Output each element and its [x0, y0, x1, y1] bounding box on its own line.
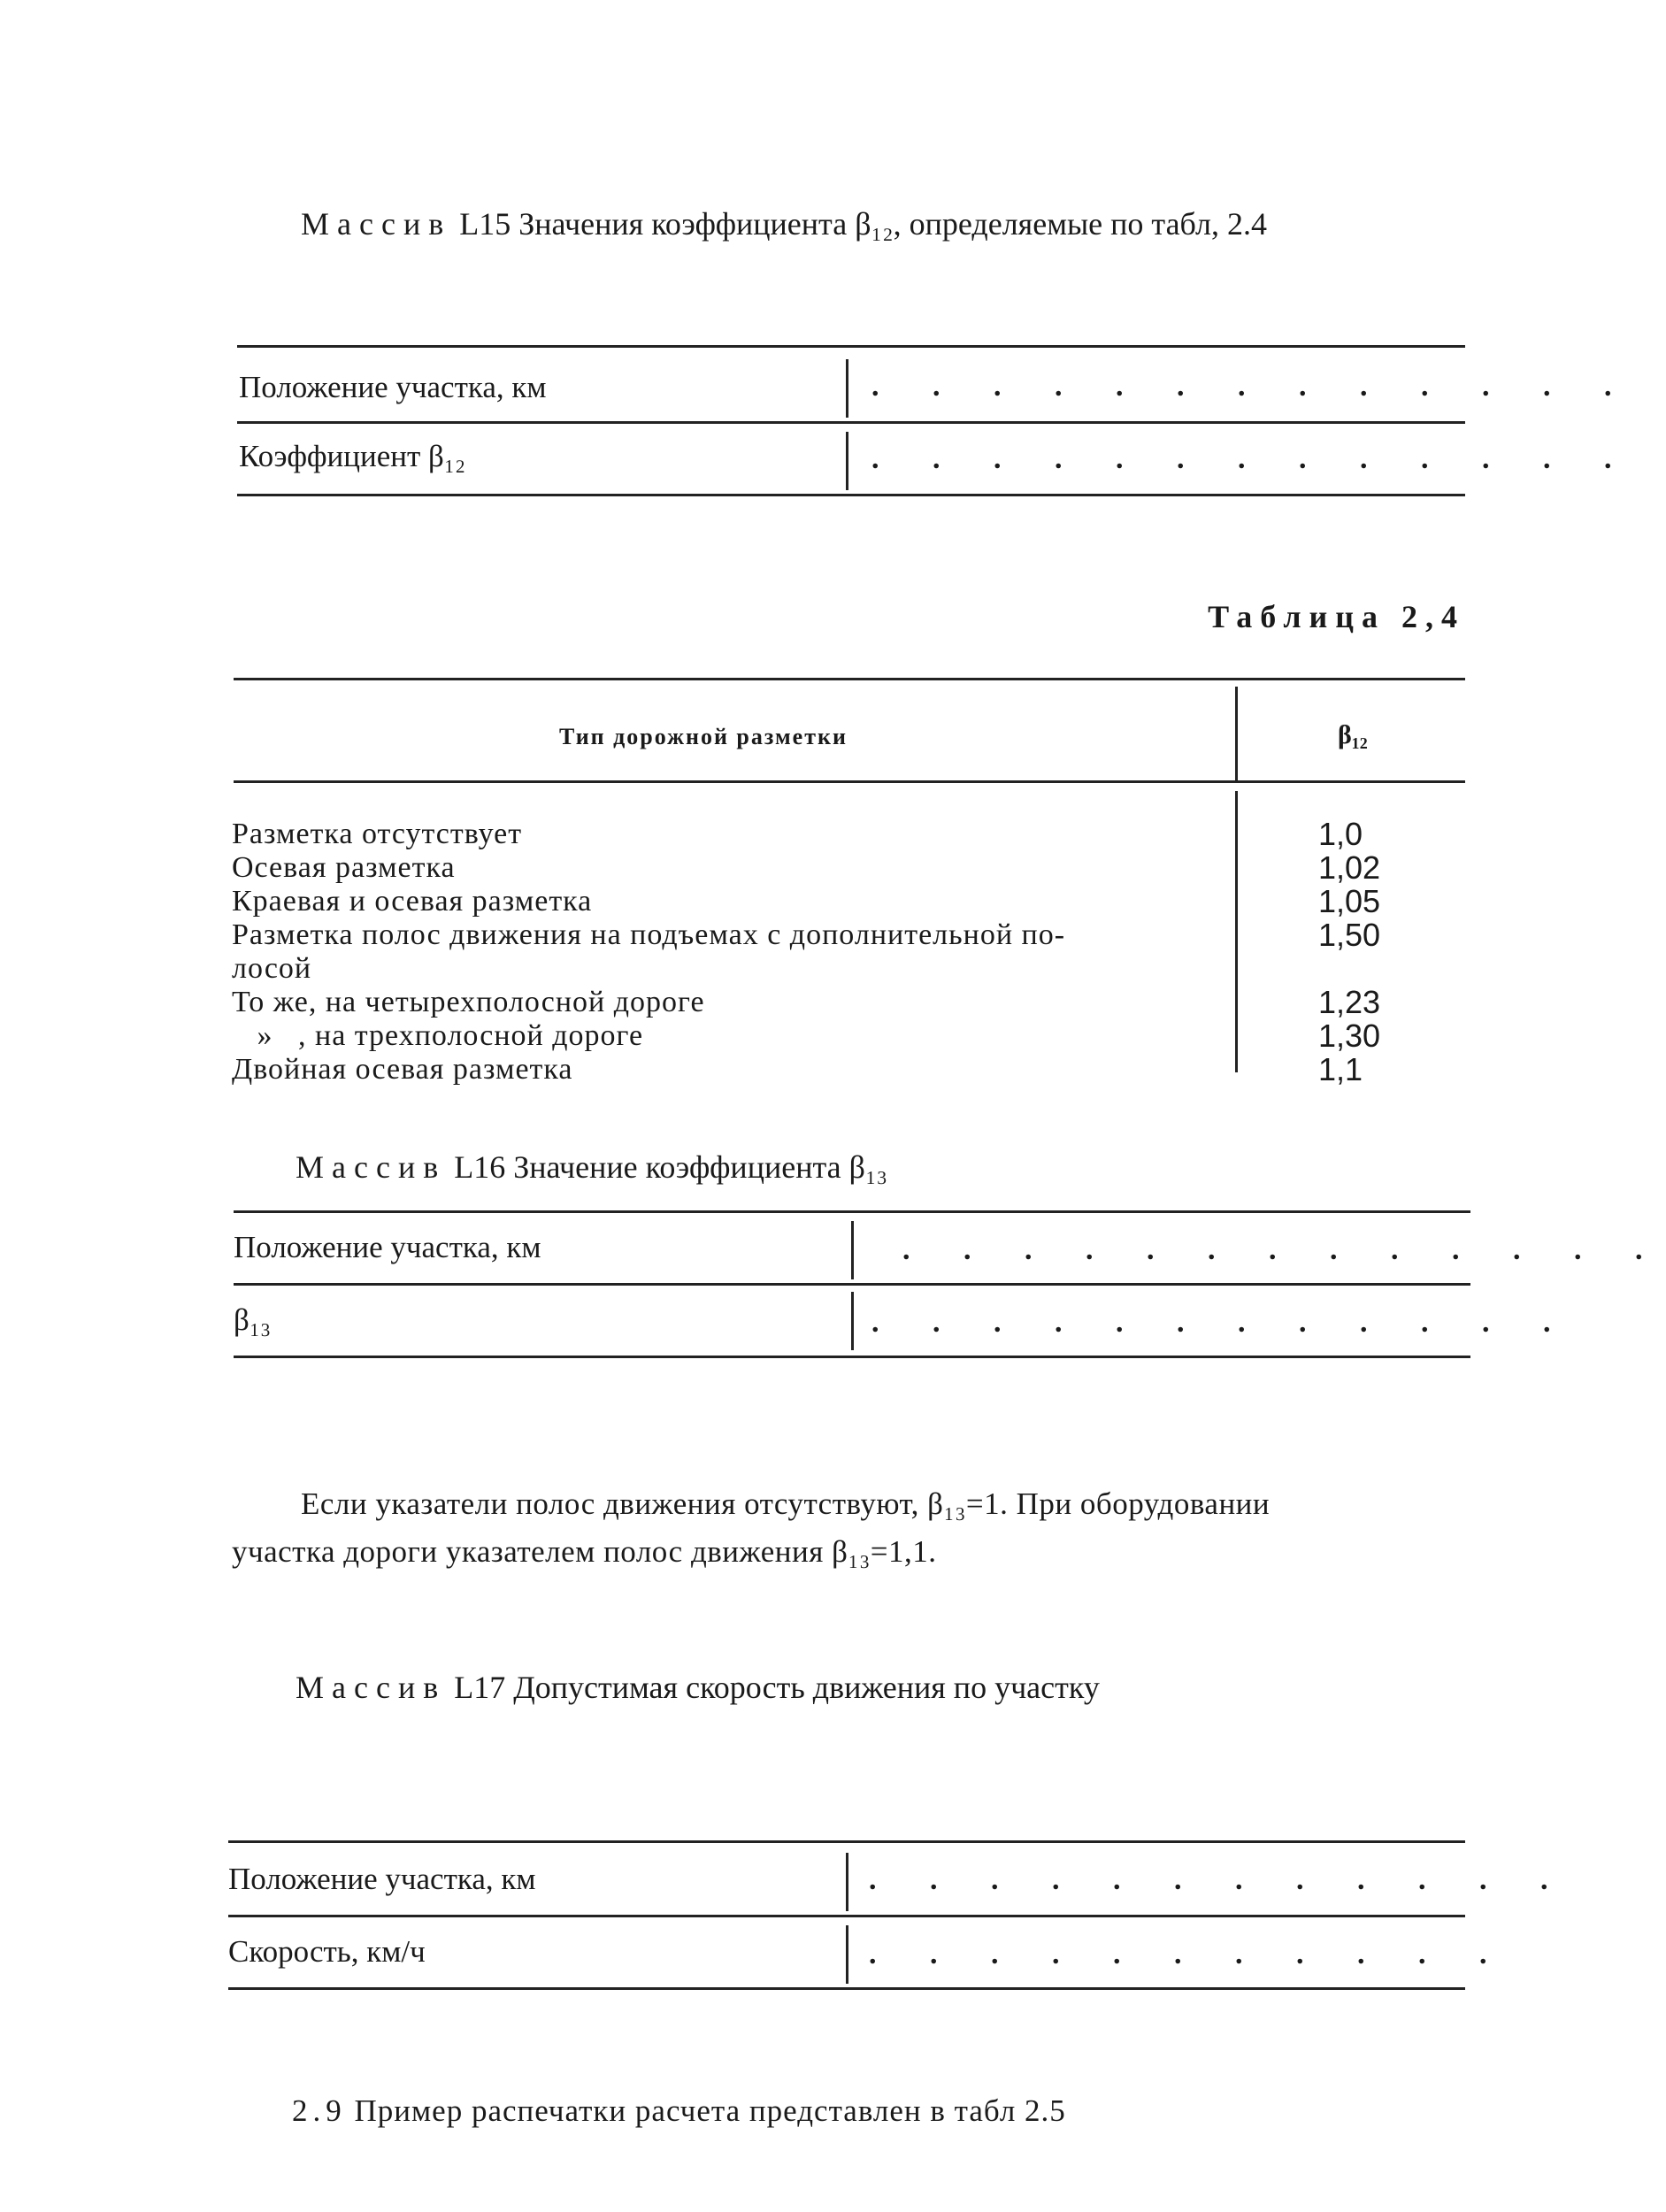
l16-code: L16 — [454, 1149, 506, 1185]
l17-row-label-speed: Скорость, км/ч — [228, 1934, 426, 1969]
footer-number: 2.9 — [292, 2093, 347, 2128]
l17-rule-top — [228, 1840, 1465, 1843]
l15-title: Значения коэффициента β₁₂, определяемые по табл, 2.4 — [518, 206, 1267, 242]
l16-heading — [296, 1148, 887, 1186]
l15-divider-2 — [846, 432, 848, 490]
l17-word: Массив — [296, 1670, 447, 1705]
l15-rule-top — [237, 345, 1465, 348]
table24-header-divider — [1235, 687, 1238, 782]
l17-title: Допустимая скорость движения по участку — [513, 1670, 1100, 1705]
l17-divider-2 — [846, 1925, 848, 1984]
l16-title: Значение коэффициента β₁₃ — [513, 1149, 888, 1185]
l17-code: L17 — [454, 1670, 506, 1705]
l17-heading — [296, 1669, 1100, 1706]
l17-rule-mid — [228, 1915, 1465, 1917]
table24-row-type: Разметка отсутствует — [232, 818, 523, 850]
l16-rule-top — [234, 1210, 1470, 1213]
table24-row-type-continued: лосой — [232, 952, 312, 985]
l15-code: L15 — [459, 206, 511, 242]
table24-row-value: 1,0 — [1318, 816, 1363, 852]
table24-row-type: Краевая и осевая разметка — [232, 885, 593, 918]
l17-row-dots-speed: . . . . . . . . . . . — [869, 1938, 1510, 1970]
l15-row-label-position: Положение участка, км — [239, 370, 547, 404]
paragraph-line-2: участка дороги указателем полос движения β₁₃=1,1. — [232, 1534, 937, 1569]
table24-row-type: Двойная осевая разметка — [232, 1053, 573, 1086]
l16-row-dots-position: . . . . . . . . . . . . . — [902, 1233, 1666, 1266]
l15-divider-1 — [846, 359, 848, 418]
table24-caption: Таблица 2,4 — [1208, 599, 1465, 634]
paragraph-line-1: Если указатели полос движения отсутствуют, β₁₃=1. При оборудовании — [301, 1486, 1271, 1521]
l15-heading — [301, 205, 1267, 242]
l15-row-dots-position: . . . . . . . . . . . . . — [871, 370, 1635, 403]
table24-row-value: 1,50 — [1318, 917, 1381, 953]
l17-divider-1 — [846, 1853, 848, 1911]
table24-rule-top — [234, 678, 1465, 680]
l16-divider-2 — [851, 1292, 854, 1350]
table24-row-type: То же, на четырехполосной дороге — [232, 986, 705, 1018]
l16-rule-bottom — [234, 1356, 1470, 1358]
l16-row-dots-beta: . . . . . . . . . . . . — [871, 1306, 1574, 1339]
l17-row-label-position: Положение участка, км — [228, 1862, 536, 1896]
l16-row-label-beta: β₁₃ — [234, 1302, 272, 1337]
table24-header-beta: β₁₂ — [1338, 720, 1368, 749]
footer-text: Пример распечатки расчета представлен в табл 2.5 — [354, 2093, 1066, 2128]
l15-rule-bottom — [237, 494, 1465, 496]
table24-body-divider — [1235, 791, 1238, 1072]
l15-word: Массив — [301, 206, 452, 242]
l16-divider-1 — [851, 1221, 854, 1279]
l17-row-dots-position: . . . . . . . . . . . . — [869, 1863, 1571, 1896]
table24-row-type: Разметка полос движения на подъемах с дополнительной по- — [232, 918, 1066, 951]
l15-row-dots-coef: . . . . . . . . . . . . . — [871, 442, 1635, 475]
l16-row-label-position: Положение участка, км — [234, 1230, 541, 1264]
l15-row-label-coef: Коэффициент β₁₂ — [239, 439, 466, 473]
table24-row-type: Осевая разметка — [232, 851, 456, 884]
table24-row-value: 1,02 — [1318, 849, 1381, 886]
l16-word: Массив — [296, 1149, 447, 1185]
table24-row-type: » , на трехполосной дороге — [232, 1019, 644, 1052]
table24-header-type: Тип дорожной разметки — [559, 724, 848, 749]
footer-line — [292, 2093, 1066, 2129]
table24-rule-header — [234, 780, 1465, 783]
table24-row-value: 1,30 — [1318, 1018, 1381, 1054]
table24-row-value: 1,1 — [1318, 1051, 1363, 1087]
l17-rule-bottom — [228, 1987, 1465, 1990]
table24-row-value: 1,05 — [1318, 883, 1381, 919]
l16-rule-mid — [234, 1283, 1470, 1286]
l15-rule-mid — [237, 421, 1465, 424]
table24-row-value: 1,23 — [1318, 984, 1381, 1020]
